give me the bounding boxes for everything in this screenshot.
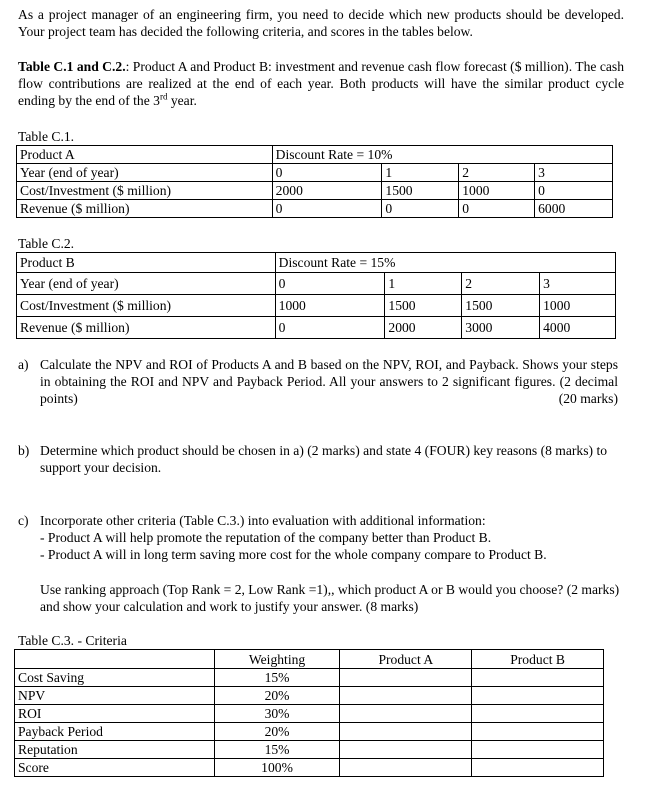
table-cell: 0 xyxy=(272,200,382,218)
table-cell-label: Cost/Investment ($ million) xyxy=(17,295,276,317)
table-cell-weight: 15% xyxy=(214,669,340,687)
table-row xyxy=(15,759,604,777)
table-row xyxy=(15,650,604,669)
question-a-label: a) xyxy=(18,357,29,372)
table-cell: 3000 xyxy=(462,317,540,339)
table-cell-criterion: ROI xyxy=(15,705,215,723)
intro-paragraph: As a project manager of an engineering firm, you need to decide which new products should be developed. Your project team has decided the following criteria, and scores in the tables below. xyxy=(18,7,624,39)
table-cell: 0 xyxy=(275,273,385,295)
table-row xyxy=(17,146,613,164)
table-cell-empty xyxy=(472,723,604,741)
table-cell: 0 xyxy=(275,317,385,339)
table-cell-empty xyxy=(340,705,472,723)
table-cell: 1000 xyxy=(540,295,616,317)
table-cell: 3 xyxy=(540,273,616,295)
table-row xyxy=(15,705,604,723)
table-c3-header-product-a: Product A xyxy=(340,650,472,669)
table-cell-weight: 20% xyxy=(214,687,340,705)
table-cell-weight: 15% xyxy=(214,741,340,759)
question-b-text: Determine which product should be chosen in a) (2 marks) and state 4 (FOUR) key reasons (8 marks) to support your decision. xyxy=(40,443,608,475)
table-cell: 2 xyxy=(459,164,535,182)
table-cell-empty xyxy=(340,723,472,741)
table-cell-label: Cost/Investment ($ million) xyxy=(17,182,273,200)
table-c1-discount: Discount Rate = 10% xyxy=(272,146,612,164)
table-c3-caption: Table C.3. - Criteria xyxy=(18,633,127,648)
table-cell-criterion: Cost Saving xyxy=(15,669,215,687)
table-cell-empty xyxy=(472,741,604,759)
table-cell: 1500 xyxy=(385,295,462,317)
table-row xyxy=(17,273,616,295)
table-c3-header-blank xyxy=(15,650,215,669)
table-cell: 2000 xyxy=(272,182,382,200)
table-c3-header-product-b: Product B xyxy=(472,650,604,669)
table-cell-criterion: NPV xyxy=(15,687,215,705)
table-cell-label: Year (end of year) xyxy=(17,273,276,295)
table-cell-empty xyxy=(472,687,604,705)
table-cell: 3 xyxy=(535,164,613,182)
tables-intro-bold: Table C.1 and C.2. xyxy=(18,59,126,74)
table-cell-label: Revenue ($ million) xyxy=(17,200,273,218)
table-cell-empty xyxy=(472,669,604,687)
table-cell: 1000 xyxy=(275,295,385,317)
table-cell-weight: 30% xyxy=(214,705,340,723)
table-row xyxy=(15,741,604,759)
question-c-bullet1: - Product A will help promote the reputation of the company better than Product B. xyxy=(40,530,492,545)
table-row xyxy=(17,164,613,182)
table-cell: 4000 xyxy=(540,317,616,339)
table-cell: 2000 xyxy=(385,317,462,339)
table-cell: 1500 xyxy=(462,295,540,317)
table-row xyxy=(17,182,613,200)
table-cell: 2 xyxy=(462,273,540,295)
table-c1-caption: Table C.1. xyxy=(18,129,75,144)
table-cell-criterion: Score xyxy=(15,759,215,777)
table-c1 xyxy=(16,145,613,218)
table-cell-empty xyxy=(472,759,604,777)
table-cell: 0 xyxy=(535,182,613,200)
tables-intro-text1: : Product A and Product B: investment and revenue cash flow forecast ($ million). The cash flow contributions are realized at the end of each year. Both products will have the similar product cycle ending by the end of the 3 xyxy=(18,59,624,108)
table-cell: 1500 xyxy=(382,182,459,200)
table-cell-label: Year (end of year) xyxy=(17,164,273,182)
tables-intro-paragraph xyxy=(18,58,624,109)
question-c-label: c) xyxy=(18,513,29,528)
table-c1-product: Product A xyxy=(17,146,273,164)
table-c2-product: Product B xyxy=(17,253,276,273)
question-c-line2: Use ranking approach (Top Rank = 2, Low Rank =1),, which product A or B would you choose? (2 marks) and show your calculation and work to justify your answer. (8 marks) xyxy=(40,582,620,614)
table-row xyxy=(15,687,604,705)
table-row xyxy=(15,723,604,741)
table-cell-empty xyxy=(340,669,472,687)
table-cell-criterion: Payback Period xyxy=(15,723,215,741)
table-cell-criterion: Reputation xyxy=(15,741,215,759)
table-cell: 1 xyxy=(385,273,462,295)
table-cell: 0 xyxy=(459,200,535,218)
question-c-bullet2: - Product A will in long term saving more cost for the whole company compare to Product B. xyxy=(40,547,547,562)
table-c3-header-weighting: Weighting xyxy=(214,650,340,669)
question-c-line1: Incorporate other criteria (Table C.3.) into evaluation with additional information: xyxy=(40,513,486,528)
table-row xyxy=(17,200,613,218)
question-b-label: b) xyxy=(18,443,30,458)
table-cell: 0 xyxy=(272,164,382,182)
table-cell: 1 xyxy=(382,164,459,182)
tables-intro-sup: rd xyxy=(159,91,168,102)
table-cell-empty xyxy=(472,705,604,723)
table-cell: 1000 xyxy=(459,182,535,200)
table-row xyxy=(17,295,616,317)
question-a-text: Calculate the NPV and ROI of Products A and B based on the NPV, ROI, and Payback. Shows your steps in obtaining the ROI and NPV and Payback Period. All your answers to 2 significant figures. (2 decimal points) xyxy=(40,357,618,406)
tables-intro-text2: year. xyxy=(167,93,197,108)
table-row xyxy=(15,669,604,687)
table-cell-empty xyxy=(340,687,472,705)
table-cell: 6000 xyxy=(535,200,613,218)
table-cell-weight: 100% xyxy=(214,759,340,777)
table-c2 xyxy=(16,252,616,339)
table-c2-discount: Discount Rate = 15% xyxy=(275,253,615,273)
table-cell-label: Revenue ($ million) xyxy=(17,317,276,339)
table-cell: 0 xyxy=(382,200,459,218)
table-row xyxy=(17,317,616,339)
table-cell-empty xyxy=(340,759,472,777)
table-cell-empty xyxy=(340,741,472,759)
table-c3 xyxy=(14,649,604,777)
table-cell-weight: 20% xyxy=(214,723,340,741)
table-row xyxy=(17,253,616,273)
table-c2-caption: Table C.2. xyxy=(18,236,75,251)
question-a-marks: (20 marks) xyxy=(558,391,618,406)
